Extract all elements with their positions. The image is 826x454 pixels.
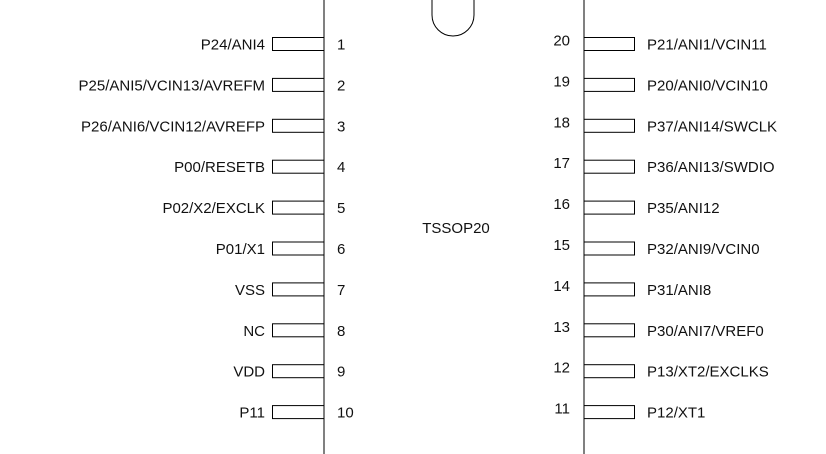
pin-pad (273, 38, 325, 51)
pin-pad (273, 119, 325, 132)
pin-19 (553, 73, 768, 94)
pin-label: P26/ANI6/VCIN12/AVREFP (81, 118, 265, 136)
pin-label: P25/ANI5/VCIN13/AVREFM (78, 77, 265, 95)
right-pin-column (553, 33, 777, 422)
pin-label: P35/ANI12 (647, 200, 720, 218)
pin-8 (243, 323, 345, 340)
pin-5 (162, 200, 345, 217)
pin-number: 11 (554, 400, 570, 418)
pin-3 (81, 118, 345, 135)
pin-number: 14 (553, 277, 570, 295)
pin-17 (553, 155, 774, 176)
pin-pad (584, 201, 635, 214)
pin-2 (79, 77, 346, 94)
pin-14 (553, 278, 711, 299)
pin-number: 19 (553, 73, 570, 91)
pin-4 (174, 159, 345, 176)
pin-pad (584, 119, 635, 132)
pin-11 (554, 401, 705, 422)
pin-pad (584, 38, 635, 51)
pin-label: P11 (239, 404, 265, 422)
pin-label: P37/ANI14/SWCLK (647, 118, 778, 136)
pin-7 (235, 282, 345, 299)
pin-16 (553, 196, 719, 217)
pin-number: 12 (553, 359, 570, 377)
pin-number: 20 (553, 32, 570, 50)
pin-6 (216, 241, 346, 258)
pin-label: P13/XT2/EXCLKS (647, 363, 769, 381)
pin-10 (239, 405, 353, 422)
pin-pad (273, 324, 325, 337)
pin-9 (233, 364, 345, 381)
left-pin-column (79, 37, 354, 422)
pin-pad (273, 78, 325, 91)
pin-pad (273, 201, 325, 214)
pin-label: NC (243, 322, 265, 340)
pin-pad (584, 242, 635, 255)
pin-pad (584, 160, 635, 173)
pin-label: P32/ANI9/VCIN0 (647, 241, 760, 258)
pin-label: P00/RESETB (174, 159, 265, 177)
pin-1 (201, 37, 346, 54)
pin-label: P31/ANI8 (647, 281, 712, 299)
pin-number: 17 (553, 155, 570, 173)
pin-label: P30/ANI7/VREF0 (647, 322, 764, 340)
pin-number: 10 (337, 404, 354, 422)
package-name: TSSOP20 (422, 220, 490, 237)
pin-label: P24/ANI4 (200, 36, 265, 54)
pin-number: 2 (337, 77, 346, 95)
pin-pad (273, 242, 325, 255)
pin-number: 7 (337, 281, 346, 299)
pin-pad (273, 406, 325, 419)
pin-pad (584, 78, 635, 91)
pin-number: 13 (553, 318, 570, 336)
pin-label: P20/ANI0/VCIN10 (647, 77, 768, 95)
pin-number: 15 (553, 237, 570, 254)
chip-package (324, 0, 584, 454)
pin-number: 1 (337, 36, 346, 54)
pin-label: P01/X1 (215, 241, 265, 258)
pin-label: P12/XT1 (647, 404, 706, 422)
pin-number: 6 (337, 241, 346, 258)
pin-number: 8 (337, 322, 346, 340)
pin-18 (553, 114, 777, 135)
pin-pad (584, 406, 635, 419)
pin-label: VSS (234, 281, 265, 299)
pin-label: P36/ANI13/SWDIO (647, 159, 775, 177)
pin-pad (273, 365, 325, 378)
pin-pad (273, 160, 325, 173)
pin-12 (553, 360, 768, 381)
pin-pad (273, 283, 325, 296)
pin-20 (553, 33, 766, 54)
pin-number: 9 (337, 363, 346, 381)
pin-label: VDD (233, 363, 265, 381)
pin-pad (584, 283, 635, 296)
pin-number: 5 (337, 200, 346, 218)
pin-label: P21/ANI1/VCIN11 (647, 36, 767, 54)
pin-pad (584, 365, 635, 378)
pin-label: P02/X2/EXCLK (162, 200, 265, 218)
pin-pad (584, 324, 635, 337)
pin-number: 4 (337, 159, 346, 177)
pin-number: 16 (553, 196, 570, 214)
pin-13 (553, 319, 763, 340)
pin1-notch (432, 0, 474, 36)
pin-number: 3 (337, 118, 346, 136)
pin-number: 18 (553, 114, 570, 132)
